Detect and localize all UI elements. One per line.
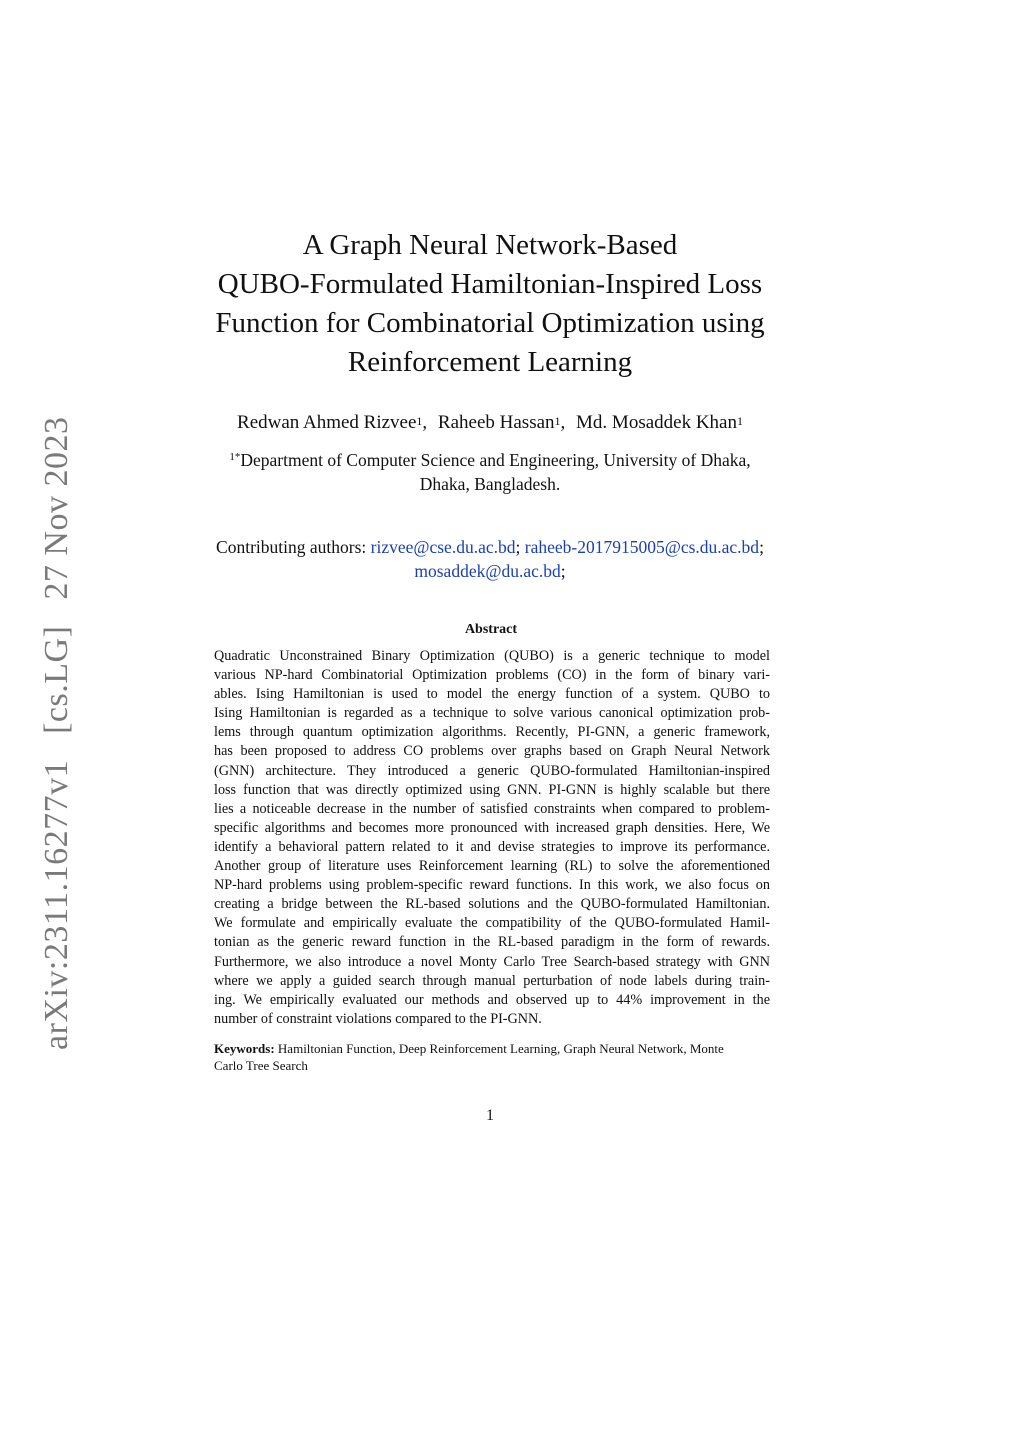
abstract-line: Another group of literature uses Reinforcement learning (RL) to solve the aforementioned [214, 858, 770, 875]
abstract-line: creating a bridge between the RL-based solutions and the QUBO-formulated Hamiltonian. [214, 896, 770, 913]
abstract-line: identify a behavioral pattern related to it and devise strategies to improve its performance. [214, 838, 770, 855]
arxiv-id: arXiv:2311.16277v1 [38, 759, 75, 1050]
abstract-line: various NP-hard Combinatorial Optimization problems (CO) in the form of binary vari- [214, 667, 770, 684]
arxiv-category: [cs.LG] [38, 625, 75, 734]
contributing-authors [150, 535, 830, 583]
abstract-line: lems through quantum optimization algorithms. Recently, PI-GNN, a generic framework, [214, 724, 770, 741]
contributing-line [150, 535, 830, 559]
contributing-label: Contributing authors: [216, 537, 367, 557]
paper-title [180, 226, 800, 382]
abstract-line: ables. Ising Hamiltonian is used to model the energy function of a system. QUBO to [214, 686, 770, 703]
email-link[interactable]: raheeb-2017915005@cs.du.ac.bd [524, 537, 760, 557]
author-list [150, 410, 830, 436]
title-line: Function for Combinatorial Optimization using [215, 307, 765, 339]
email-separator: ; [560, 561, 566, 581]
abstract-heading: Abstract [464, 622, 518, 637]
abstract-line: tonian as the generic reward function in the RL-based paradigm in the form of rewards. [214, 934, 770, 951]
affiliation-mark: 1* [229, 451, 241, 463]
contributing-line [150, 559, 830, 583]
abstract-line: We formulate and empirically evaluate the compatibility of the QUBO-formulated Hamil- [214, 915, 770, 932]
author-separator: , [560, 412, 566, 433]
title-line: QUBO-Formulated Hamiltonian-Inspired Loss [217, 268, 763, 300]
title-line: A Graph Neural Network-Based [302, 229, 678, 261]
abstract-line: Ising Hamiltonian is regarded as a technique to solve various canonical optimization prob- [214, 705, 770, 722]
abstract-line: ing. We empirically evaluated our methods and observed up to 44% improvement in the [214, 991, 770, 1008]
abstract-line: where we apply a guided search through manual perturbation of node labels during train- [214, 972, 770, 989]
arxiv-date: 27 Nov 2023 [38, 416, 75, 600]
affiliation-mark: 1 [554, 414, 561, 428]
title-line: Reinforcement Learning [347, 346, 633, 378]
affiliation-line: Dhaka, Bangladesh. [419, 474, 561, 494]
affiliation-mark: 1 [416, 414, 423, 428]
abstract-line: number of constraint violations compared to the PI-GNN. [214, 1010, 542, 1027]
keywords [214, 1040, 770, 1074]
author-name: Raheeb Hassan [437, 412, 555, 433]
abstract-line: Quadratic Unconstrained Binary Optimization (QUBO) is a generic technique to model [214, 648, 770, 664]
abstract-line: lies a noticeable decrease in the number of satisfied constraints when compared to problem- [214, 800, 770, 817]
abstract-line: specific algorithms and becomes more pronounced with increased graph densities. Here, We [214, 819, 770, 836]
affiliation [150, 448, 830, 496]
keywords-label: Keywords: [214, 1041, 275, 1056]
abstract-line: loss function that was directly optimized using GNN. PI-GNN is highly scalable but there [214, 781, 770, 798]
abstract-line: Furthermore, we also introduce a novel Monty Carlo Tree Search-based strategy with GNN [214, 953, 770, 970]
abstract-line: has been proposed to address CO problems over graphs based on Graph Neural Network [214, 743, 770, 760]
abstract-line: (GNN) architecture. They introduced a generic QUBO-formulated Hamiltonian-inspired [214, 762, 770, 779]
email-link[interactable]: rizvee@cse.du.ac.bd [370, 537, 516, 557]
author-separator: , [422, 412, 428, 433]
arxiv-stamp [38, 417, 76, 1050]
email-separator: ; [515, 537, 521, 557]
abstract-line: NP-hard problems using problem-specific reward functions. In this work, we also focus on [214, 877, 770, 894]
author-name: Md. Mosaddek Khan [576, 412, 737, 433]
email-link[interactable]: mosaddek@du.ac.bd [414, 561, 561, 581]
affiliation-text: Department of Computer Science and Engineering, University of Dhaka, [240, 450, 751, 470]
page-number: 1 [486, 1107, 494, 1124]
keywords-line [214, 1040, 770, 1057]
abstract-body [214, 647, 770, 1029]
keywords-text: Hamiltonian Function, Deep Reinforcement Learning, Graph Neural Network, Monte [277, 1041, 724, 1056]
keywords-line: Carlo Tree Search [214, 1058, 308, 1073]
email-separator: ; [759, 537, 764, 557]
author-name: Redwan Ahmed Rizvee [237, 412, 417, 433]
affiliation-mark: 1 [736, 414, 743, 428]
affiliation-line [150, 448, 830, 472]
